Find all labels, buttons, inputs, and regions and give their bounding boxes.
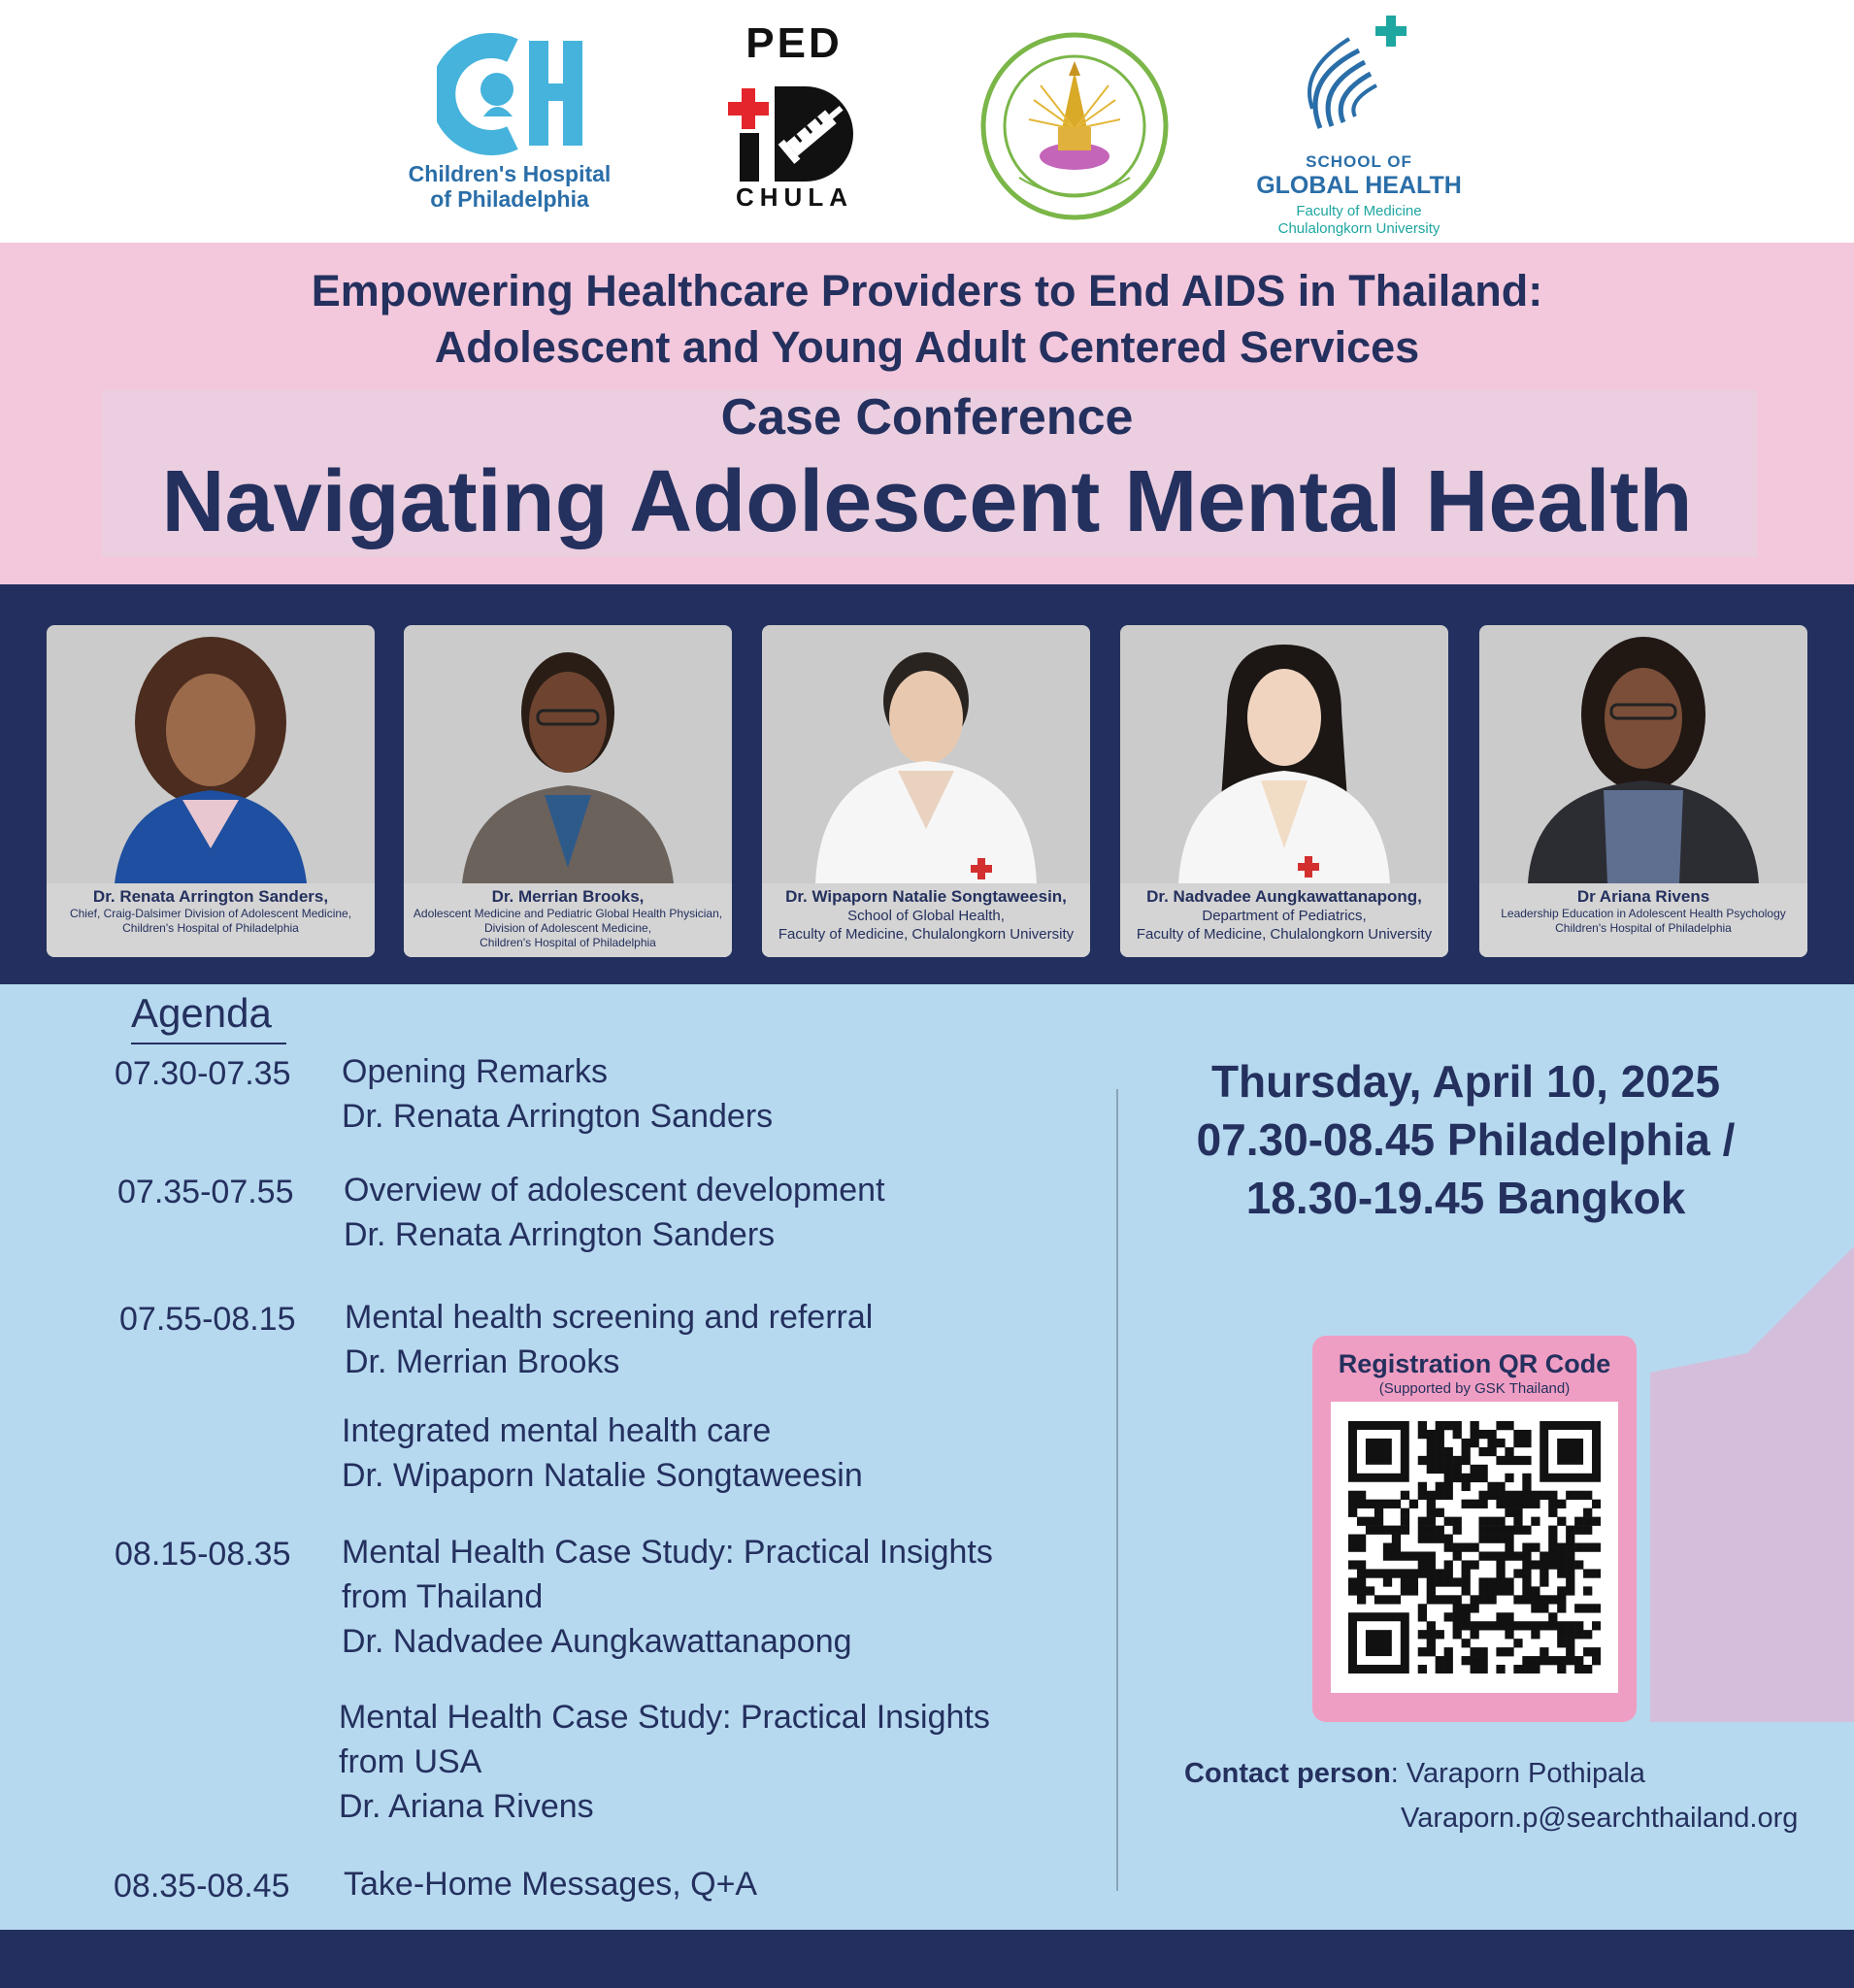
- agenda-item-4-title: Integrated mental health care: [342, 1412, 772, 1449]
- speaker-aff-5b: Children's Hospital of Philadelphia: [1555, 921, 1732, 935]
- contact-name: : Varaporn Pothipala: [1390, 1758, 1645, 1789]
- agenda-item-3-title: Mental health screening and referral: [345, 1299, 874, 1336]
- agenda-item-1: [342, 1049, 773, 1139]
- agenda-time-5: 08.15-08.35: [115, 1536, 291, 1573]
- logo-band: [0, 0, 1854, 243]
- qr-title: Registration QR Code: [1338, 1349, 1611, 1378]
- decorative-pink-shape: [1650, 1246, 1854, 1722]
- sgh-line1: SCHOOL OF: [1306, 152, 1412, 171]
- event-date: Thursday, April 10, 2025: [1210, 1056, 1721, 1107]
- speaker-card-3: [762, 625, 1090, 957]
- main-title: Navigating Adolescent Mental Health: [161, 453, 1693, 550]
- agenda-item-5-title: Mental Health Case Study: Practical Insights: [342, 1534, 993, 1571]
- speaker-aff-2b: Division of Adolescent Medicine,: [483, 921, 652, 935]
- ped-logo-top: PED: [745, 19, 843, 67]
- qr-code-icon: [1348, 1421, 1601, 1673]
- agenda-item-3: [345, 1295, 873, 1384]
- agenda-time-7: 08.35-08.45: [114, 1868, 290, 1905]
- speaker-card-5: [1479, 625, 1807, 957]
- ped-logo-bottom: CHULA: [736, 182, 853, 212]
- agenda-item-6-title-cont: from USA: [339, 1743, 482, 1780]
- agenda-item-5-speaker: Dr. Nadvadee Aungkawattanapong: [342, 1623, 852, 1660]
- speaker-photo-3: [762, 625, 1090, 883]
- agenda-item-6: [339, 1695, 990, 1829]
- agenda-item-2: [344, 1168, 885, 1257]
- ped-id-syringe-icon: [726, 73, 862, 182]
- contact-email[interactable]: Varaporn.p@searchthailand.org: [1401, 1803, 1799, 1834]
- speakers-band: [0, 584, 1854, 984]
- agenda-time-2: 07.35-07.55: [117, 1174, 294, 1210]
- speaker-aff-3b: Faculty of Medicine, Chulalongkorn University: [778, 926, 1075, 943]
- agenda-item-6-title: Mental Health Case Study: Practical Insights: [339, 1699, 990, 1736]
- speaker-aff-4a: Department of Pediatrics,: [1202, 908, 1367, 924]
- speaker-aff-5a: Leadership Education in Adolescent Health Psychology: [1501, 907, 1786, 920]
- contact-person: [1184, 1758, 1645, 1790]
- speaker-name-2: Dr. Merrian Brooks,: [491, 887, 645, 906]
- speaker-name-3: Dr. Wipaporn Natalie Songtaweesin,: [785, 887, 1067, 906]
- agenda-item-4-speaker: Dr. Wipaporn Natalie Songtaweesin: [342, 1457, 863, 1494]
- chop-logo-line1: Children's Hospital: [408, 161, 612, 186]
- chulalongkorn-medicine-seal-icon: [980, 32, 1170, 221]
- agenda-item-2-speaker: Dr. Renata Arrington Sanders: [344, 1216, 776, 1253]
- column-divider: [1116, 1089, 1118, 1891]
- speaker-photo-5: [1479, 625, 1807, 883]
- speaker-card-2: [404, 625, 732, 957]
- speaker-aff-1b: Children's Hospital of Philadelphia: [122, 921, 299, 935]
- speaker-aff-2c: Children's Hospital of Philadelphia: [480, 936, 656, 949]
- registration-qr-card: [1312, 1336, 1637, 1722]
- event-time-bangkok: 18.30-19.45 Bangkok: [1245, 1173, 1686, 1223]
- details-section: [0, 984, 1854, 1930]
- sgh-line3: Faculty of Medicine: [1296, 203, 1422, 219]
- speaker-name-1: Dr. Renata Arrington Sanders,: [92, 887, 329, 906]
- program-title-line1: Empowering Healthcare Providers to End AIDS in Thailand:: [311, 266, 1543, 315]
- agenda-item-1-speaker: Dr. Renata Arrington Sanders: [342, 1098, 774, 1135]
- agenda-heading-underline: [131, 1043, 286, 1044]
- speaker-name-4: Dr. Nadvadee Aungkawattanapong,: [1146, 887, 1422, 906]
- speaker-card-1: [47, 625, 375, 957]
- speaker-photo-4: [1120, 625, 1448, 883]
- agenda-item-7: [344, 1862, 757, 1906]
- speaker-aff-4b: Faculty of Medicine, Chulalongkorn University: [1136, 926, 1433, 943]
- event-datetime: [1136, 1052, 1796, 1227]
- speaker-aff-1a: Chief, Craig-Dalsimer Division of Adolescent Medicine,: [69, 907, 352, 920]
- agenda-item-1-title: Opening Remarks: [342, 1053, 609, 1090]
- program-title-line2: Adolescent and Young Adult Centered Services: [434, 322, 1420, 372]
- agenda-time-1: 07.30-07.35: [115, 1055, 291, 1092]
- chop-logo: [393, 29, 626, 214]
- qr-code[interactable]: [1331, 1402, 1618, 1693]
- contact-label: Contact person: [1184, 1758, 1391, 1789]
- chop-logo-line2: of Philadelphia: [430, 186, 589, 212]
- agenda-item-4: [342, 1408, 863, 1498]
- event-type-label: Case Conference: [720, 389, 1134, 446]
- title-band: [0, 243, 1854, 584]
- global-health-swoosh-icon: [1301, 12, 1417, 148]
- agenda-item-2-title: Overview of adolescent development: [344, 1172, 885, 1209]
- chop-ch-icon: [437, 29, 582, 160]
- qr-subtitle: (Supported by GSK Thailand): [1378, 1380, 1571, 1397]
- agenda-time-3: 07.55-08.15: [119, 1301, 296, 1338]
- speaker-name-5: Dr Ariana Rivens: [1576, 887, 1710, 906]
- sgh-line4: Chulalongkorn University: [1277, 220, 1440, 237]
- agenda-item-5: [342, 1530, 993, 1664]
- footer-bar: [0, 1930, 1854, 1988]
- school-of-global-health-logo: [1233, 12, 1485, 237]
- agenda-heading: Agenda: [131, 990, 272, 1036]
- sgh-line2: GLOBAL HEALTH: [1256, 172, 1462, 199]
- faculty-of-medicine-seal: [980, 32, 1170, 221]
- speaker-aff-3a: School of Global Health,: [847, 908, 1005, 924]
- agenda-item-3-speaker: Dr. Merrian Brooks: [345, 1343, 620, 1380]
- speaker-photo-1: [47, 625, 375, 883]
- speaker-aff-2a: Adolescent Medicine and Pediatric Global Health Physician,: [413, 907, 723, 920]
- event-time-philadelphia: 07.30-08.45 Philadelphia /: [1196, 1114, 1736, 1165]
- speaker-photo-2: [404, 625, 732, 883]
- speaker-card-4: [1120, 625, 1448, 957]
- agenda-item-5-title-cont: from Thailand: [342, 1578, 544, 1615]
- agenda-item-7-title: Take-Home Messages, Q+A: [344, 1866, 758, 1903]
- agenda-item-6-speaker: Dr. Ariana Rivens: [339, 1788, 594, 1825]
- ped-id-chula-logo: [726, 19, 862, 214]
